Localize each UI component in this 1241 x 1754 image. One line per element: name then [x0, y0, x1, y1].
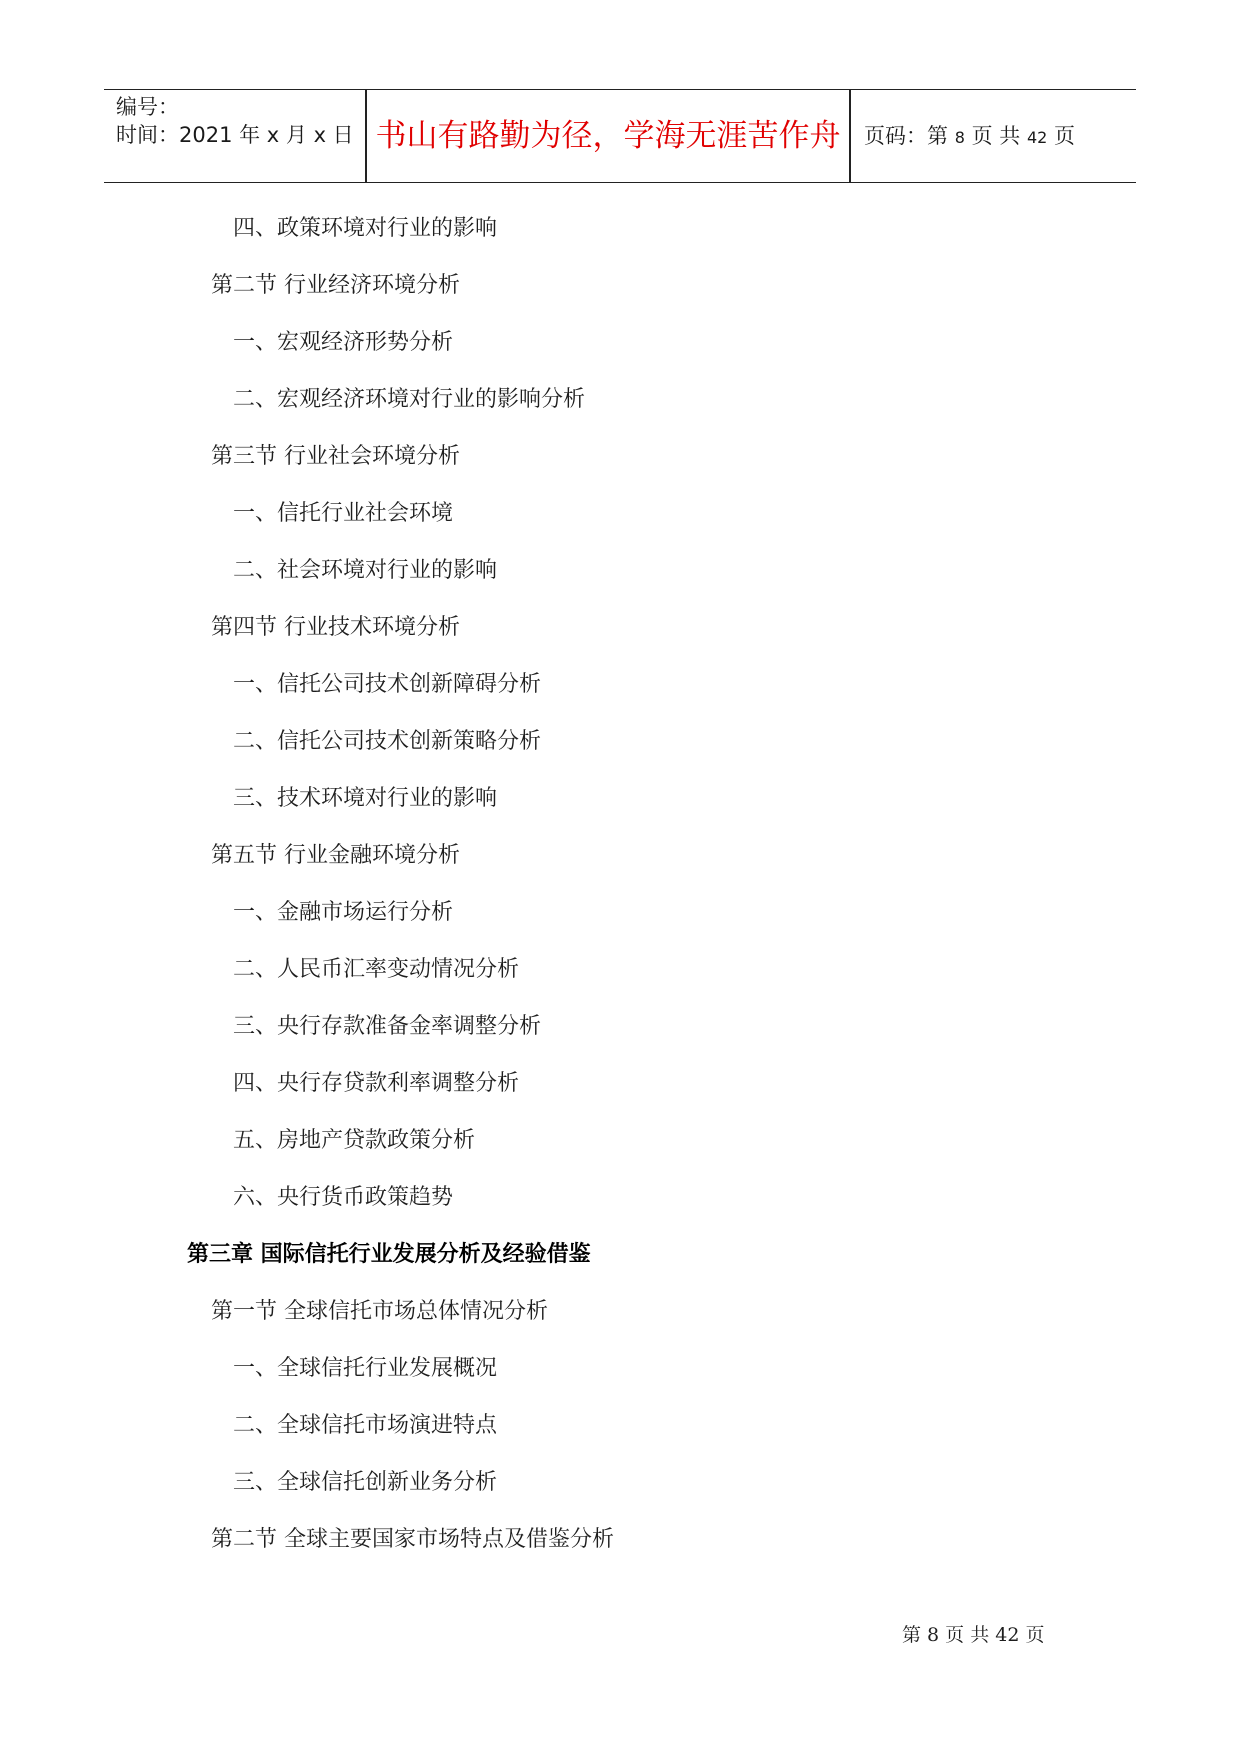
toc-section: 第四节 行业技术环境分析 — [211, 615, 460, 640]
toc-item: 三、全球信托创新业务分析 — [233, 1470, 498, 1495]
page-suffix: 页 — [1053, 124, 1075, 148]
toc-item: 二、全球信托市场演进特点 — [233, 1413, 498, 1438]
toc-item: 二、信托公司技术创新策略分析 — [233, 729, 542, 754]
toc-section: 第五节 行业金融环境分析 — [211, 843, 460, 868]
toc-section: 第二节 行业经济环境分析 — [211, 273, 460, 298]
toc-section: 第二节 全球主要国家市场特点及借鉴分析 — [211, 1527, 614, 1552]
toc-item: 三、技术环境对行业的影响 — [233, 786, 498, 811]
toc-item: 六、央行货币政策趋势 — [233, 1185, 454, 1210]
page-total: 42 — [1026, 128, 1048, 147]
toc-item: 四、央行存贷款利率调整分析 — [233, 1071, 520, 1096]
toc-item: 一、金融市场运行分析 — [233, 900, 454, 925]
page-mid: 页 共 — [971, 124, 1021, 148]
toc-item: 五、房地产贷款政策分析 — [233, 1128, 476, 1153]
toc-chapter: 第三章 国际信托行业发展分析及经验借鉴 — [187, 1242, 591, 1267]
toc-section: 第一节 全球信托市场总体情况分析 — [211, 1299, 548, 1324]
header-motto: 书山有路勤为径，学海无涯苦作舟 — [375, 118, 841, 154]
document-date-label: 时间：2021 年 x 月 x 日 — [116, 123, 354, 147]
document-number-label: 编号： — [116, 95, 179, 119]
toc-item: 一、宏观经济形势分析 — [233, 330, 454, 355]
page-prefix: 页码：第 — [864, 124, 948, 148]
toc-item: 一、信托公司技术创新障碍分析 — [233, 672, 542, 697]
toc-item: 一、信托行业社会环境 — [233, 501, 454, 526]
page-current: 8 — [954, 128, 965, 147]
page-footer: 第 8 页 共 42 页 — [902, 1624, 1045, 1646]
toc-item: 二、社会环境对行业的影响 — [233, 558, 498, 583]
toc-section: 第三节 行业社会环境分析 — [211, 444, 460, 469]
toc-item: 一、全球信托行业发展概况 — [233, 1356, 498, 1381]
toc-item: 三、央行存款准备金率调整分析 — [233, 1014, 542, 1039]
toc-item: 二、宏观经济环境对行业的影响分析 — [233, 387, 586, 412]
toc-item: 二、人民币汇率变动情况分析 — [233, 957, 520, 982]
toc-item: 四、政策环境对行业的影响 — [233, 216, 498, 241]
